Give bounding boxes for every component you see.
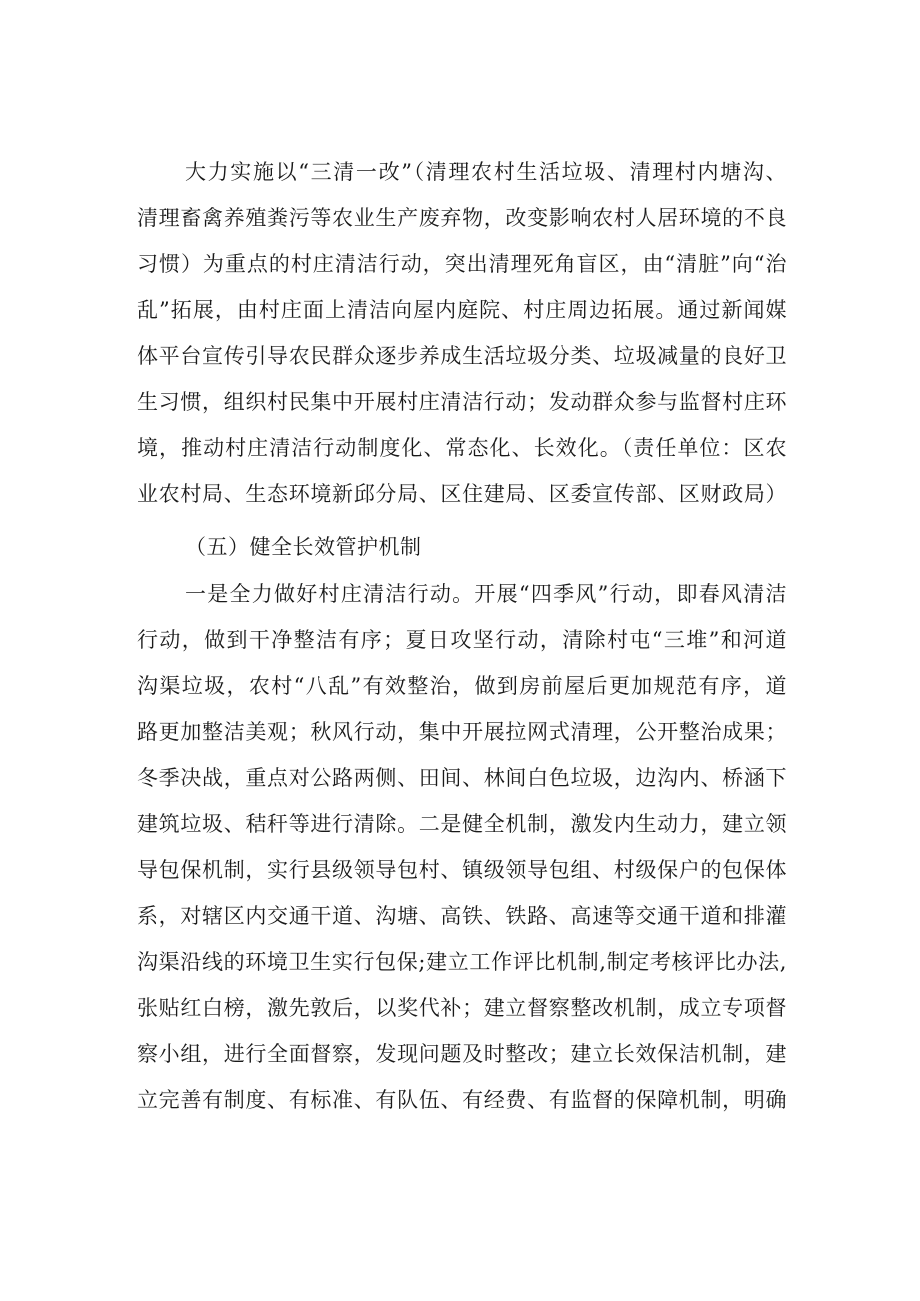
text-line: 立完善有制度、有标准、有队伍、有经费、有监督的保障机制，明确 — [137, 1088, 787, 1112]
text-line: 行动，做到干净整洁有序；夏日攻坚行动，清除村屯“三堆”和河道 — [137, 628, 787, 652]
text-line: 系，对辖区内交通干道、沟塘、高铁、铁路、高速等交通干道和排灌 — [137, 904, 787, 928]
text-line: 一是全力做好村庄清洁行动。开展“四季风”行动，即春风清洁 — [185, 582, 787, 606]
text-line: 路更加整洁美观；秋风行动，集中开展拉网式清理，公开整治成果； — [137, 720, 787, 744]
text-line: 生习惯，组织村民集中开展村庄清洁行动；发动群众参与监督村庄环 — [137, 390, 787, 414]
text-line: 习惯）为重点的村庄清洁行动，突出清理死角盲区，由“清脏”向“治 — [137, 252, 787, 276]
text-line: 导包保机制，实行县级领导包村、镇级领导包组、村级保户的包保体 — [137, 858, 787, 882]
text-line: 境，推动村庄清洁行动制度化、常态化、长效化。（责任单位：区农 — [137, 436, 787, 460]
text-line: 清理畜禽养殖粪污等农业生产废弃物，改变影响农村人居环境的不良 — [137, 206, 787, 230]
text-line: 建筑垃圾、秸秆等进行清除。二是健全机制，激发内生动力，建立领 — [137, 812, 787, 836]
text-line: 乱”拓展，由村庄面上清洁向屋内庭院、村庄周边拓展。通过新闻媒 — [137, 298, 787, 322]
text-line: 冬季决战，重点对公路两侧、田间、林间白色垃圾，边沟内、桥涵下 — [137, 766, 787, 790]
text-line: 张贴红白榜，激先敦后，以奖代补；建立督察整改机制，成立专项督 — [137, 996, 787, 1020]
text-line: 业农村局、生态环境新邱分局、区住建局、区委宣传部、区财政局） — [137, 482, 787, 506]
section-heading: （五）健全长效管护机制 — [185, 535, 422, 559]
text-line: 沟渠沿线的环境卫生实行包保;建立工作评比机制,制定考核评比办法, — [137, 950, 787, 974]
text-line: 察小组，进行全面督察，发现问题及时整改；建立长效保洁机制，建 — [137, 1042, 787, 1066]
text-line: 体平台宣传引导农民群众逐步养成生活垃圾分类、垃圾减量的良好卫 — [137, 344, 787, 368]
text-line: 大力实施以“三清一改”（清理农村生活垃圾、清理村内塘沟、 — [185, 160, 787, 184]
text-line: 沟渠垃圾，农村“八乱”有效整治，做到房前屋后更加规范有序，道 — [137, 674, 787, 698]
